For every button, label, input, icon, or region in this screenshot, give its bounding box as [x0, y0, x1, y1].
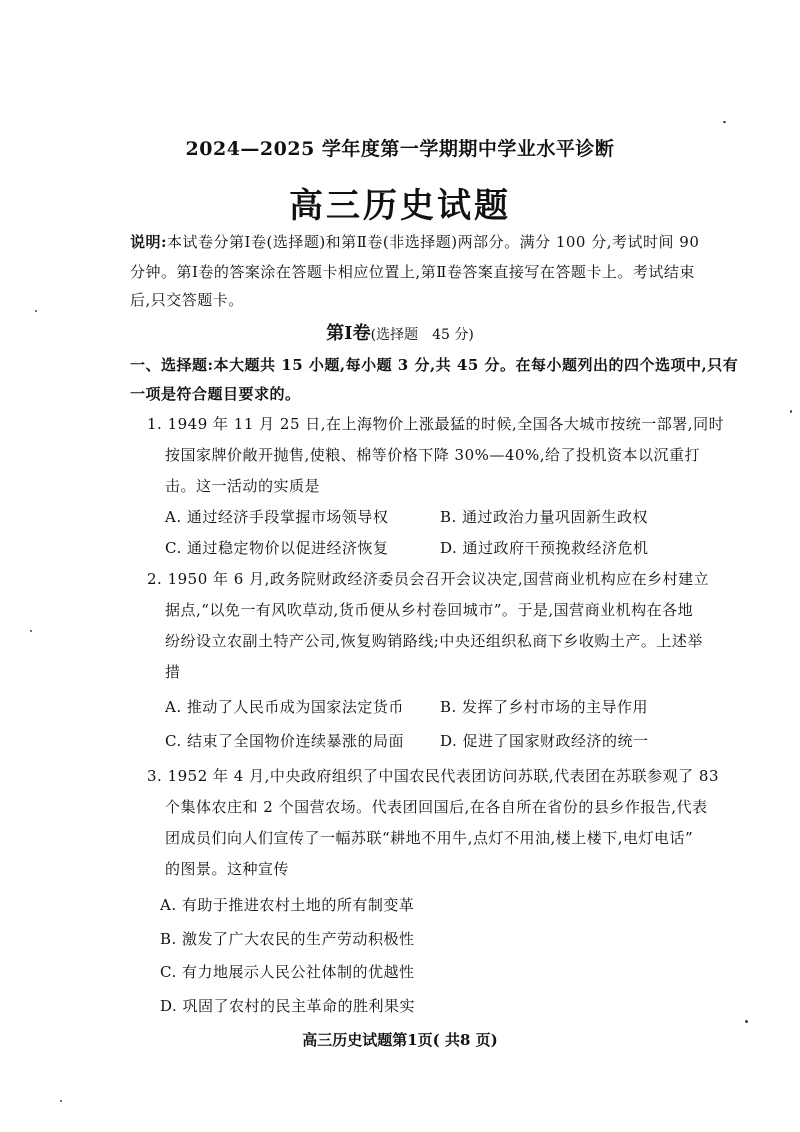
option-d: D. 促进了国家财政经济的统一	[440, 732, 649, 750]
option-a: A. 有助于推进农村土地的所有制变革	[160, 896, 415, 914]
question-stem-line: 的图景。这种宣传	[165, 860, 290, 878]
question-stem-line: 个集体农庄和 2 个国营农场。代表团回国后,在各自所在省份的县乡作报告,代表	[165, 798, 708, 816]
instructions-line-3: 后,只交答题卡。	[130, 291, 244, 309]
question-stem-line: 3. 1952 年 4 月,中央政府组织了中国农民代表团访问苏联,代表团在苏联参观了 83	[147, 767, 719, 785]
option-c: C. 结束了全国物价连续暴涨的局面	[165, 732, 404, 750]
instructions-label: 说明:	[130, 233, 168, 251]
section-title-main: 第Ⅰ卷	[326, 323, 371, 344]
scan-speck	[723, 121, 726, 123]
instructions-text-1: 本试卷分第Ⅰ卷(选择题)和第Ⅱ卷(非选择题)两部分。满分 100 分,考试时间 90	[167, 233, 700, 251]
scan-speck	[60, 1100, 62, 1102]
question-stem-line: 团成员们向人们宣传了一幅苏联“耕地不用牛,点灯不用油,楼上楼下,电灯电话”	[165, 829, 694, 847]
question-stem-line: 据点,“以免一有风吹草动,货币便从乡村卷回城市”。于是,国营商业机构在各地	[165, 601, 694, 619]
section-intro-line-1: 一、选择题:本大题共 15 小题,每小题 3 分,共 45 分。在每小题列出的四个选项中,只有	[130, 356, 739, 374]
question-stem-line: 1. 1949 年 11 月 25 日,在上海物价上涨最猛的时候,全国各大城市按统一部署,同时	[147, 415, 725, 433]
section-title	[0, 319, 800, 345]
page-footer: 高三历史试题第1页( 共8 页)	[302, 1031, 498, 1049]
option-d: D. 通过政府干预挽救经济危机	[440, 539, 649, 557]
option-b: B. 激发了广大农民的生产劳动积极性	[160, 930, 415, 948]
option-a: A. 通过经济手段掌握市场领导权	[165, 508, 389, 526]
question-stem-line: 纷纷设立农副土特产公司,恢复购销路线;中央还组织私商下乡收购土产。上述举	[165, 632, 703, 650]
section-intro-line-2: 一项是符合题目要求的。	[130, 385, 301, 403]
option-c: C. 有力地展示人民公社体制的优越性	[160, 963, 415, 981]
instructions-line-1	[130, 232, 699, 252]
option-d: D. 巩固了农村的民主革命的胜利果实	[160, 997, 416, 1015]
option-b: B. 通过政治力量巩固新生政权	[440, 508, 649, 526]
scan-speck	[30, 630, 32, 632]
option-c: C. 通过稳定物价以促进经济恢复	[165, 539, 389, 557]
scan-speck	[745, 1020, 748, 1023]
question-stem-line: 2. 1950 年 6 月,政务院财政经济委员会召开会议决定,国营商业机构应在乡村建立	[147, 570, 710, 588]
instructions-line-2: 分钟。第Ⅰ卷的答案涂在答题卡相应位置上,第Ⅱ卷答案直接写在答题卡上。考试结束	[130, 263, 695, 281]
option-a: A. 推动了人民币成为国家法定货币	[165, 698, 404, 716]
exam-header: 2024—2025 学年度第一学期期中学业水平诊断	[185, 138, 615, 160]
question-stem-line: 击。这一活动的实质是	[165, 477, 321, 495]
scan-speck	[790, 410, 792, 413]
question-stem-line: 措	[165, 663, 181, 681]
exam-title: 高三历史试题	[289, 186, 511, 226]
question-stem-line: 按国家牌价敞开抛售,使粮、棉等价格下降 30%—40%,给了投机资本以沉重打	[165, 446, 700, 464]
option-b: B. 发挥了乡村市场的主导作用	[440, 698, 649, 716]
section-title-sub: (选择题 45 分)	[370, 327, 474, 343]
scan-speck	[35, 310, 37, 312]
